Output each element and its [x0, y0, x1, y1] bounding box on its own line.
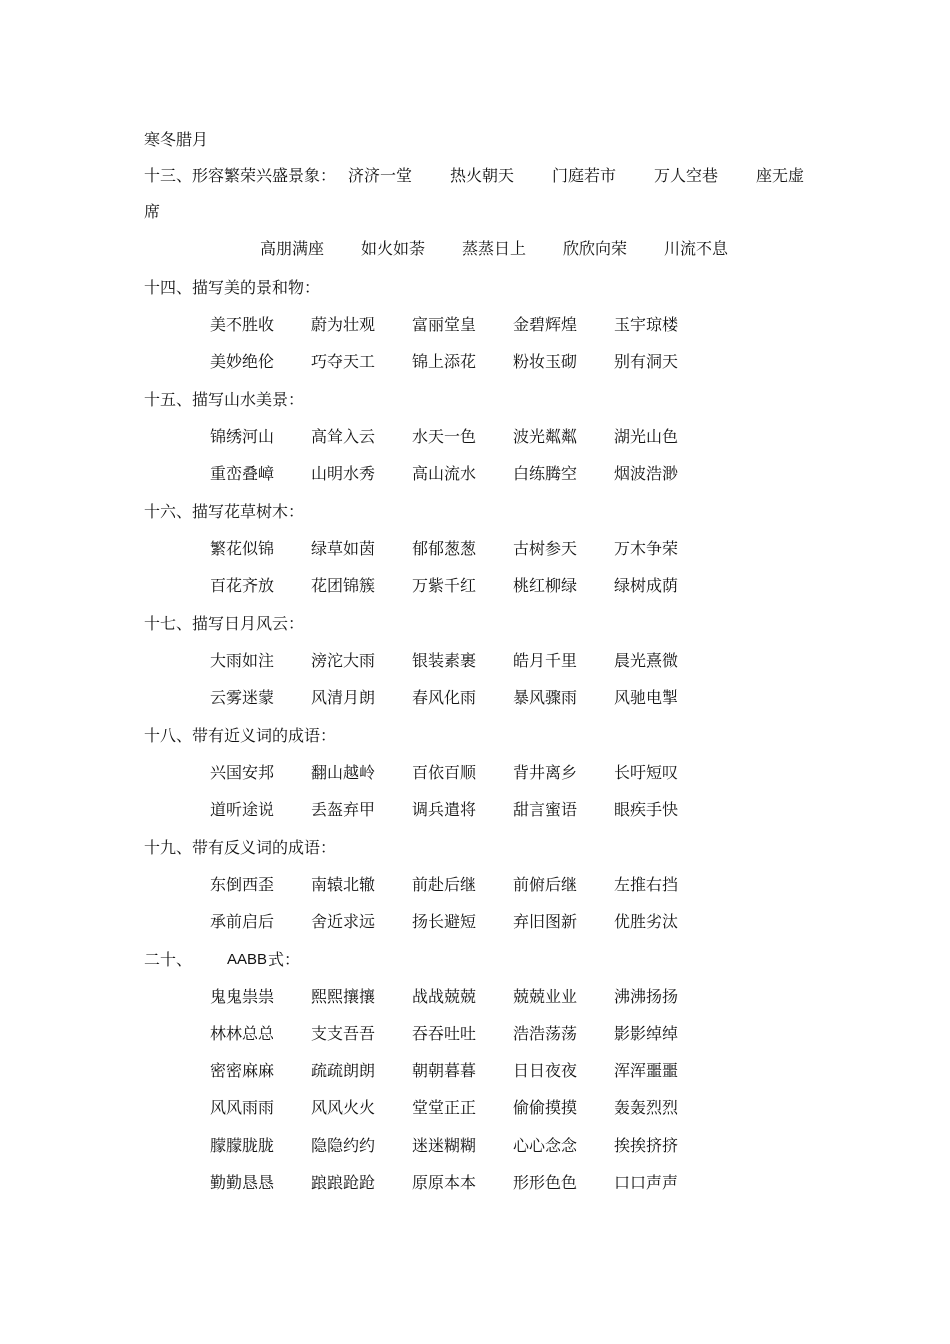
idiom: 偷偷摸摸 [513, 1098, 578, 1117]
idiom: 济济一堂 [348, 166, 413, 185]
idiom: 丢盔弃甲 [311, 800, 376, 819]
idiom: 百依百顺 [412, 763, 477, 782]
idiom: 风风雨雨 [210, 1098, 275, 1117]
section-13-line [144, 164, 844, 188]
idiom: 原原本本 [412, 1173, 477, 1192]
idiom: 繁花似锦 [210, 539, 275, 558]
section-20-row [210, 985, 710, 1009]
section-20-number: 二十、 [144, 950, 193, 969]
idiom: 蒸蒸日上 [462, 239, 527, 258]
idiom: 林林总总 [210, 1024, 275, 1043]
idiom: 承前启后 [210, 912, 275, 931]
intro-idiom: 寒冬腊月 [144, 130, 209, 149]
idiom: 前赴后继 [412, 875, 477, 894]
idiom: 美不胜收 [210, 315, 275, 334]
idiom: 舍近求远 [311, 912, 376, 931]
idiom: 口口声声 [614, 1173, 679, 1192]
idiom: 扬长避短 [412, 912, 477, 931]
idiom: 山明水秀 [311, 464, 376, 483]
idiom: 密密麻麻 [210, 1061, 275, 1080]
idiom: 高耸入云 [311, 427, 376, 446]
idiom: 隐隐约约 [311, 1136, 376, 1155]
idiom: 花团锦簇 [311, 576, 376, 595]
section-20-suffix: 式： [268, 950, 301, 969]
idiom: 富丽堂皇 [412, 315, 477, 334]
idiom: 勤勤恳恳 [210, 1173, 275, 1192]
section-14-heading: 十四、描写美的景和物： [144, 278, 321, 297]
section-13-row [260, 237, 760, 261]
idiom: 熙熙攘攘 [311, 987, 376, 1006]
section-17-row [210, 649, 710, 673]
idiom: 长吁短叹 [614, 763, 679, 782]
idiom: 迷迷糊糊 [412, 1136, 477, 1155]
idiom: 烟波浩渺 [614, 464, 679, 483]
idiom: 东倒西歪 [210, 875, 275, 894]
idiom: 皓月千里 [513, 651, 578, 670]
section-20-row [210, 1171, 710, 1195]
idiom: 春风化雨 [412, 688, 477, 707]
idiom: 别有洞天 [614, 352, 679, 371]
idiom: 高朋满座 [260, 239, 325, 258]
idiom: 古树参天 [513, 539, 578, 558]
section-13-wrap: 席 [144, 202, 161, 221]
idiom: 云雾迷蒙 [210, 688, 275, 707]
idiom: 绿树成荫 [614, 576, 679, 595]
idiom: 川流不息 [664, 239, 729, 258]
section-19-heading: 十九、带有反义词的成语： [144, 838, 337, 857]
section-13-heading: 十三、形容繁荣兴盛景象： [144, 166, 337, 185]
idiom: 沸沸扬扬 [614, 987, 679, 1006]
idiom: 蔚为壮观 [311, 315, 376, 334]
idiom: 玉宇琼楼 [614, 315, 679, 334]
section-16-row [210, 574, 710, 598]
idiom: 暴风骤雨 [513, 688, 578, 707]
section-20-row [210, 1059, 710, 1083]
idiom: 粉妆玉砌 [513, 352, 578, 371]
idiom: 踉踉跄跄 [311, 1173, 376, 1192]
section-14-row [210, 350, 710, 374]
section-15-heading: 十五、描写山水美景： [144, 390, 305, 409]
section-18-row [210, 761, 710, 785]
section-16-row [210, 537, 710, 561]
idiom: 堂堂正正 [412, 1098, 477, 1117]
idiom: 巧夺天工 [311, 352, 376, 371]
idiom: 万木争荣 [614, 539, 679, 558]
idiom: 眼疾手快 [614, 800, 679, 819]
idiom: 轰轰烈烈 [614, 1098, 679, 1117]
idiom: 美妙绝伦 [210, 352, 275, 371]
idiom: 风风火火 [311, 1098, 376, 1117]
idiom: 翻山越岭 [311, 763, 376, 782]
idiom: 风清月朗 [311, 688, 376, 707]
idiom: 桃红柳绿 [513, 576, 578, 595]
section-14-row [210, 313, 710, 337]
idiom: 调兵遣将 [412, 800, 477, 819]
idiom: 浩浩荡荡 [513, 1024, 578, 1043]
section-15-row [210, 462, 710, 486]
idiom: 绿草如茵 [311, 539, 376, 558]
idiom: 鬼鬼祟祟 [210, 987, 275, 1006]
idiom: 形形色色 [513, 1173, 578, 1192]
idiom: 万人空巷 [654, 166, 719, 185]
idiom: 银装素裹 [412, 651, 477, 670]
idiom: 南辕北辙 [311, 875, 376, 894]
section-18-heading: 十八、带有近义词的成语： [144, 726, 337, 745]
section-20-pattern: AABB [227, 951, 268, 968]
idiom: 滂沱大雨 [311, 651, 376, 670]
section-18-row [210, 798, 710, 822]
idiom: 湖光山色 [614, 427, 679, 446]
idiom: 弃旧图新 [513, 912, 578, 931]
idiom: 前俯后继 [513, 875, 578, 894]
idiom: 吞吞吐吐 [412, 1024, 477, 1043]
idiom: 心心念念 [513, 1136, 578, 1155]
idiom: 挨挨挤挤 [614, 1136, 679, 1155]
section-16-heading: 十六、描写花草树木： [144, 502, 305, 521]
idiom: 万紫千红 [412, 576, 477, 595]
idiom: 波光粼粼 [513, 427, 578, 446]
idiom: 道听途说 [210, 800, 275, 819]
idiom: 锦上添花 [412, 352, 477, 371]
idiom: 晨光熹微 [614, 651, 679, 670]
idiom: 朦朦胧胧 [210, 1136, 275, 1155]
idiom: 浑浑噩噩 [614, 1061, 679, 1080]
idiom: 大雨如注 [210, 651, 275, 670]
idiom: 高山流水 [412, 464, 477, 483]
section-17-row [210, 686, 710, 710]
idiom: 欣欣向荣 [563, 239, 628, 258]
idiom: 重峦叠嶂 [210, 464, 275, 483]
idiom: 背井离乡 [513, 763, 578, 782]
section-19-row [210, 873, 710, 897]
idiom: 风驰电掣 [614, 688, 679, 707]
idiom: 甜言蜜语 [513, 800, 578, 819]
idiom: 如火如荼 [361, 239, 426, 258]
idiom: 兢兢业业 [513, 987, 578, 1006]
idiom: 优胜劣汰 [614, 912, 679, 931]
section-19-row [210, 910, 710, 934]
section-17-heading: 十七、描写日月风云： [144, 614, 305, 633]
idiom: 门庭若市 [552, 166, 617, 185]
idiom: 金碧辉煌 [513, 315, 578, 334]
section-20-row [210, 1022, 710, 1046]
section-20-heading [144, 948, 444, 972]
idiom: 锦绣河山 [210, 427, 275, 446]
idiom: 战战兢兢 [412, 987, 477, 1006]
idiom: 支支吾吾 [311, 1024, 376, 1043]
idiom: 日日夜夜 [513, 1061, 578, 1080]
idiom: 座无虚 [756, 166, 805, 185]
idiom: 白练腾空 [513, 464, 578, 483]
idiom: 郁郁葱葱 [412, 539, 477, 558]
section-20-row [210, 1134, 710, 1158]
section-15-row [210, 425, 710, 449]
idiom: 影影绰绰 [614, 1024, 679, 1043]
idiom: 百花齐放 [210, 576, 275, 595]
idiom: 疏疏朗朗 [311, 1061, 376, 1080]
section-20-row [210, 1096, 710, 1120]
idiom: 兴国安邦 [210, 763, 275, 782]
idiom: 左推右挡 [614, 875, 679, 894]
idiom: 朝朝暮暮 [412, 1061, 477, 1080]
idiom: 热火朝天 [450, 166, 515, 185]
idiom: 水天一色 [412, 427, 477, 446]
